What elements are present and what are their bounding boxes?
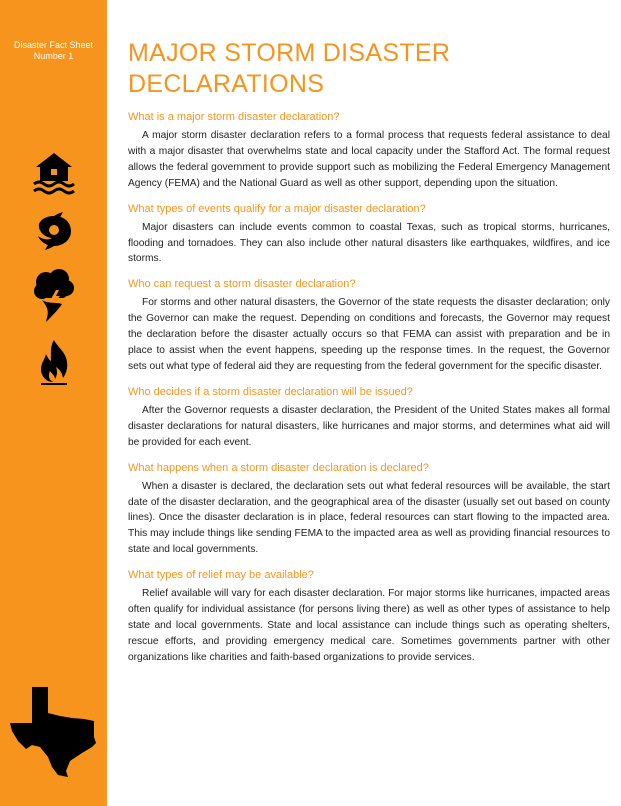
wildfire-icon: [36, 338, 72, 386]
section-body: After the Governor requests a disaster declaration, the President of the United States makes all formal disaster declarations for natural disasters, like hurricanes and major storms, and determines what aid will be provided for each event.: [128, 404, 610, 448]
storm-cloud-icon: [32, 268, 76, 324]
section-body: Relief available will vary for each disaster declaration. For major storms like hurricanes, impacted areas often qualify for individual assistance (for persons living there) as well as other types of assistance to help state and local governments. State and local assistance can include things such as operating shelters, rescue efforts, and providing emergency medical care. Sometimes governments partner with other organizations like charities and faith-based organizations to provide services.: [128, 588, 610, 663]
section-what-is: [128, 110, 610, 192]
section-body: Major disasters can include events common to coastal Texas, such as tropical storms, hurricanes, flooding and tornadoes. They can also include other natural disasters like earthquakes, wildfires, and ice storms.: [128, 221, 610, 265]
section-body: For storms and other natural disasters, the Governor of the state requests the disaster declaration; only the Governor can make the request. Depending on conditions and forecasts, the Governor may request the declaration before the disaster actually occurs so that FEMA can assist with preparation and be in place to assist when the event happens, speeding up the response times. In the request, the Governor sets out what type of federal aid they are requesting from the federal government for the specific disaster.: [128, 297, 610, 372]
section-body: When a disaster is declared, the declaration sets out what federal resources will be available, the start date of the disaster declaration, and the geographical area of the disaster (usually set out based on county lines). Once the disaster declaration is in place, federal resources can start flowing to the impacted area. This may include things like sending FEMA to the impacted area as well as providing financial resources to state and local governments.: [128, 480, 610, 556]
section-who-decides: [128, 385, 610, 451]
section-relief-types: [128, 568, 610, 666]
section-heading: What types of relief may be available?: [128, 569, 314, 582]
section-heading: Who can request a storm disaster declaration?: [128, 278, 356, 291]
section-body: A major storm disaster declaration refers to a formal process that requests federal assistance to deal with a major disaster that overwhelms state and local capacity under the Stafford Act. The formal request allows the federal government to provide support such as mobilizing the Federal Emergency Management Agency (FEMA) and the National Guard as well as other support, depending upon the situation.: [128, 130, 610, 189]
flooded-house-icon: [31, 150, 77, 196]
section-heading: What types of events qualify for a major disaster declaration?: [128, 202, 426, 215]
section-what-happens: [128, 461, 610, 559]
section-who-requests: [128, 277, 610, 375]
section-heading: What happens when a storm disaster declaration is declared?: [128, 461, 429, 474]
main-content: [128, 38, 610, 676]
texas-map-icon: [8, 683, 100, 779]
section-heading: What is a major storm disaster declaration?: [128, 111, 340, 123]
fact-sheet-label: Disaster Fact Sheet Number 1: [13, 40, 94, 61]
section-event-types: [128, 202, 610, 268]
section-heading: Who decides if a storm disaster declaration will be issued?: [128, 385, 413, 398]
page-title: MAJOR STORM DISASTER DECLARATIONS: [128, 39, 451, 98]
sidebar: [0, 0, 107, 806]
hurricane-icon: [33, 210, 75, 252]
